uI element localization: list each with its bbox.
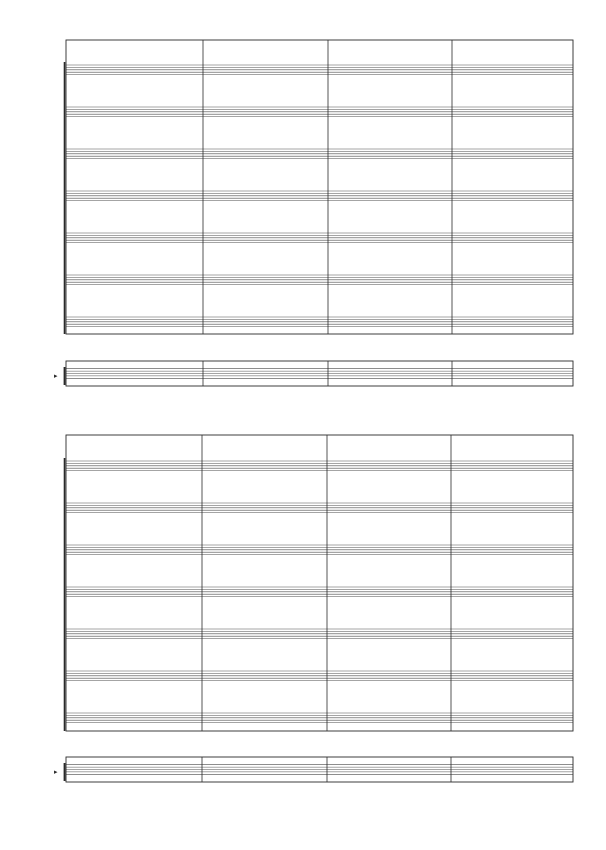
system-2-bottom-marker: ▸ (54, 768, 58, 776)
system-1-frame (66, 40, 573, 334)
system-2-frame (66, 435, 573, 731)
system-1-bottom-marker: ▸ (54, 372, 58, 380)
